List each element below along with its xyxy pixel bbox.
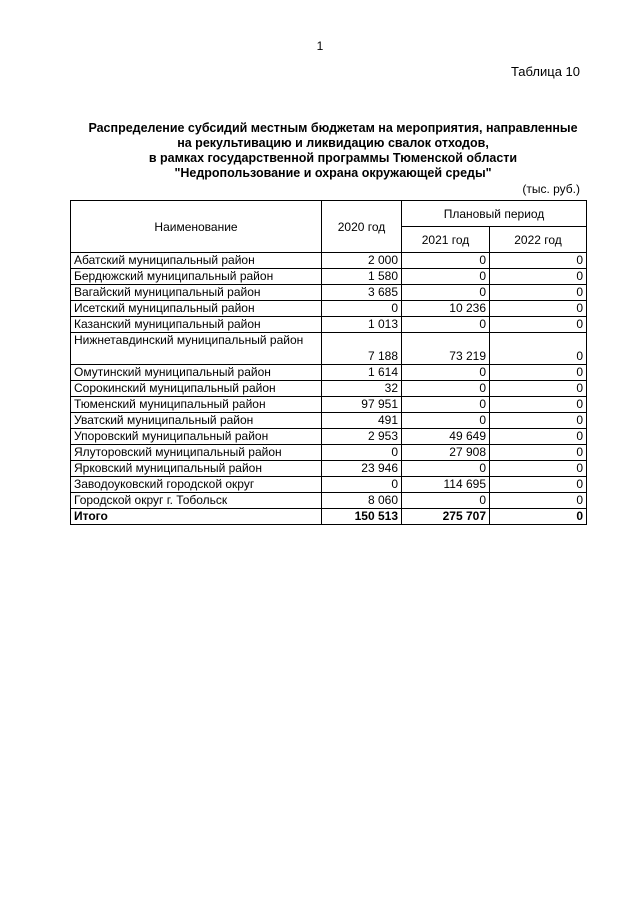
cell-name: Заводоуковский городской округ	[71, 477, 322, 493]
total-row	[71, 509, 587, 525]
cell-2021: 0	[402, 365, 490, 381]
cell-name: Омутинский муниципальный район	[71, 365, 322, 381]
units-label: (тыс. руб.)	[522, 182, 580, 196]
cell-2020: 1 013	[322, 317, 402, 333]
table-row	[71, 253, 587, 269]
cell-2020: 491	[322, 413, 402, 429]
cell-2020: 2 000	[322, 253, 402, 269]
cell-2020: 7 188	[322, 333, 402, 365]
table-row	[71, 397, 587, 413]
cell-2021: 0	[402, 461, 490, 477]
cell-2021: 0	[402, 285, 490, 301]
cell-2021: 27 908	[402, 445, 490, 461]
cell-2022: 0	[490, 333, 587, 365]
title-line: в рамках государственной программы Тюменской области	[148, 151, 518, 165]
title-line: на рекультивацию и ликвидацию свалок отходов,	[177, 136, 489, 150]
table-row	[71, 477, 587, 493]
table-row	[71, 413, 587, 429]
cell-name: Упоровский муниципальный район	[71, 429, 322, 445]
table-body	[71, 253, 587, 525]
cell-2021: 73 219	[402, 333, 490, 365]
cell-2022: 0	[490, 381, 587, 397]
table-row	[71, 461, 587, 477]
cell-2022: 0	[490, 413, 587, 429]
table-row	[71, 429, 587, 445]
cell-2021: 114 695	[402, 477, 490, 493]
title-line: "Недропользование и охрана окружающей среды"	[174, 166, 492, 180]
subsidy-table	[70, 200, 587, 525]
cell-name: Городской округ г. Тобольск	[71, 493, 322, 509]
cell-2020: 2 953	[322, 429, 402, 445]
cell-name: Исетский муниципальный район	[71, 301, 322, 317]
table-row	[71, 445, 587, 461]
document-title	[40, 121, 626, 181]
total-cell-2022: 0	[490, 509, 587, 525]
cell-name: Ялуторовский муниципальный район	[71, 445, 322, 461]
cell-2022: 0	[490, 301, 587, 317]
total-cell-2020: 150 513	[322, 509, 402, 525]
cell-2021: 0	[402, 413, 490, 429]
cell-2021: 0	[402, 317, 490, 333]
cell-name: Уватский муниципальный район	[71, 413, 322, 429]
cell-2022: 0	[490, 269, 587, 285]
cell-2021: 49 649	[402, 429, 490, 445]
table-row	[71, 285, 587, 301]
cell-name: Бердюжский муниципальный район	[71, 269, 322, 285]
cell-name: Ярковский муниципальный район	[71, 461, 322, 477]
cell-2021: 0	[402, 397, 490, 413]
cell-2020: 1 614	[322, 365, 402, 381]
cell-2021: 0	[402, 381, 490, 397]
cell-2020: 0	[322, 445, 402, 461]
cell-2020: 32	[322, 381, 402, 397]
cell-2021: 0	[402, 493, 490, 509]
cell-2020: 23 946	[322, 461, 402, 477]
cell-2020: 3 685	[322, 285, 402, 301]
header-2020: 2020 год	[322, 201, 402, 253]
cell-2022: 0	[490, 429, 587, 445]
page-number: 1	[316, 39, 324, 53]
header-2022: 2022 год	[490, 227, 587, 253]
table-row	[71, 493, 587, 509]
table-row	[71, 317, 587, 333]
cell-2020: 1 580	[322, 269, 402, 285]
cell-name: Вагайский муниципальный район	[71, 285, 322, 301]
cell-2022: 0	[490, 365, 587, 381]
header-2021: 2021 год	[402, 227, 490, 253]
cell-2021: 10 236	[402, 301, 490, 317]
cell-2021: 0	[402, 253, 490, 269]
total-cell-2021: 275 707	[402, 509, 490, 525]
cell-name: Тюменский муниципальный район	[71, 397, 322, 413]
cell-2021: 0	[402, 269, 490, 285]
cell-name: Казанский муниципальный район	[71, 317, 322, 333]
cell-2022: 0	[490, 285, 587, 301]
header-planned-period: Плановый период	[402, 201, 587, 227]
cell-2022: 0	[490, 493, 587, 509]
cell-2022: 0	[490, 477, 587, 493]
cell-2020: 0	[322, 301, 402, 317]
table-label: Таблица 10	[510, 64, 580, 79]
cell-2022: 0	[490, 461, 587, 477]
table-row	[71, 301, 587, 317]
header-name: Наименование	[71, 201, 322, 253]
table-row	[71, 365, 587, 381]
cell-2022: 0	[490, 397, 587, 413]
table-row	[71, 381, 587, 397]
cell-2020: 0	[322, 477, 402, 493]
table-row	[71, 269, 587, 285]
table-row	[71, 333, 587, 365]
cell-2022: 0	[490, 253, 587, 269]
cell-2022: 0	[490, 445, 587, 461]
cell-name: Нижнетавдинский муниципальный район	[71, 333, 322, 365]
cell-name: Сорокинский муниципальный район	[71, 381, 322, 397]
cell-2020: 8 060	[322, 493, 402, 509]
cell-2020: 97 951	[322, 397, 402, 413]
title-line: Распределение субсидий местным бюджетам на мероприятия, направленные	[88, 121, 578, 135]
cell-2022: 0	[490, 317, 587, 333]
total-cell-name: Итого	[71, 509, 322, 525]
cell-name: Абатский муниципальный район	[71, 253, 322, 269]
